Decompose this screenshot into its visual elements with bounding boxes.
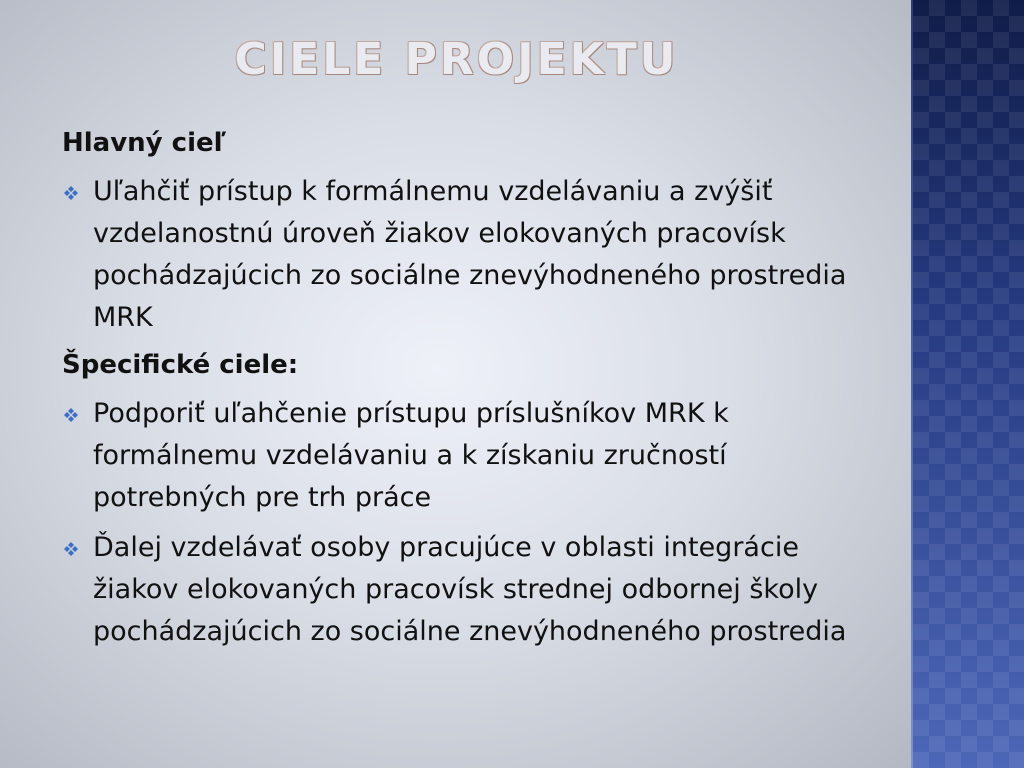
specific-goals-heading: Špecifické ciele: — [62, 350, 299, 380]
specific-goal-item-text: Ďalej vzdelávať osoby pracujúce v oblasti integrácie žiakov elokovaných pracovísk strednej odbornej školy pochádzajúcich zo sociálne znevýhodneného prostredia — [93, 532, 847, 647]
main-goal-item — [62, 171, 862, 339]
slide-title: CIELE PROJEKTU — [234, 34, 679, 85]
side-decorative-band — [913, 0, 1024, 768]
main-goal-item-text: Uľahčiť prístup k formálnemu vzdelávaniu a zvýšiť vzdelanostnú úroveň žiakov elokovaných pracovísk pochádzajúcich zo sociálne znevýhodneného prostredia MRK — [93, 176, 847, 333]
main-goal-heading: Hlavný cieľ — [62, 128, 227, 158]
slide-content — [62, 125, 862, 661]
four-diamond-bullet-icon — [64, 542, 78, 556]
four-diamond-bullet-icon — [64, 408, 78, 422]
specific-goal-item — [62, 527, 862, 653]
specific-goal-item-text: Podporiť uľahčenie prístupu príslušníkov MRK k formálnemu vzdelávaniu a k získaniu zručností potrebných pre trh práce — [93, 398, 729, 513]
specific-goal-item — [62, 393, 862, 519]
four-diamond-bullet-icon — [64, 186, 78, 200]
